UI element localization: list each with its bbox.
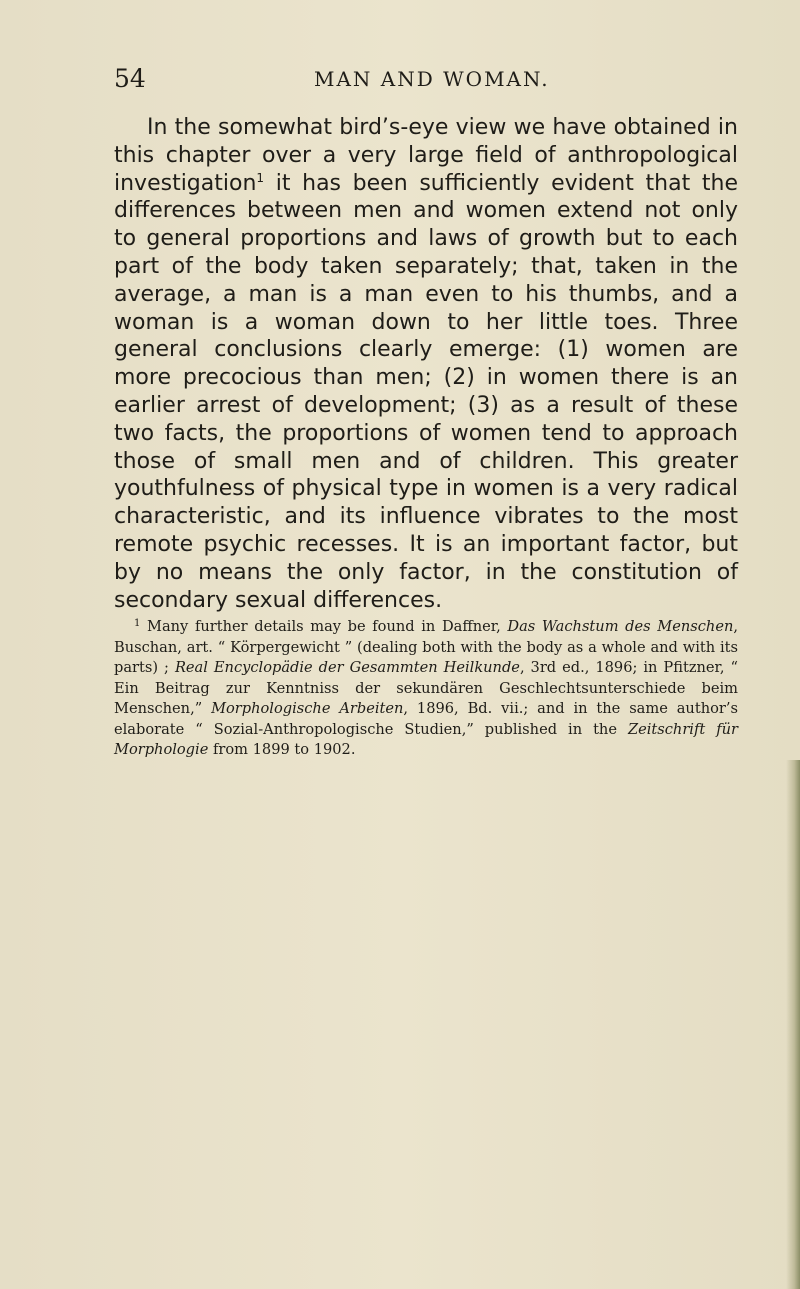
footnote-text-4: , 1896, Bd. vii.; and in the same author’s elaborate “ Sozial-Anthropologische Studien,” published in the: [114, 700, 738, 738]
footnote-reference: 1: [256, 170, 265, 185]
footnote-text-3: , 3rd ed., 1896; in Pfitzner, “ Ein Beitrag zur Kenntniss der sekundären Geschlechtsunterschiede beim Menschen,”: [114, 659, 738, 717]
footnote: [114, 617, 738, 761]
footnote-title-1: Das Wachstum des Menschen: [507, 618, 734, 635]
page-number: 54: [114, 64, 146, 93]
footnote-title-4: Zeitschrift für Morphologie: [114, 720, 738, 758]
footnote-title-3: Morphologische Arbeiten: [211, 700, 404, 717]
footnote-text-5: from 1899 to 1902.: [208, 741, 356, 758]
paragraph-text-rest: it has been sufficiently evident that the differences between men and women extend not only to general proportions and laws of growth but to each part of the body taken separately; that, taken in the average, a man is a man even to his thumbs, and a woman is a woman down to her little toes. Three general conclusions clearly emerge: (1) women are more precocious than men; (2) in women there is an earlier arrest of development; (3) as a result of these two facts, the proportions of women tend to approach those of small men and of children. This greater youthfulness of physical type in women is a very radical characteristic, and its influence vibrates to the most remote psychic recesses. It is an important factor, but by no means the only factor, in the constitution of secondary sexual differences.: [114, 170, 738, 613]
running-head: [114, 60, 674, 100]
footnote-title-2: Real Encyclopädie der Gesammten Heilkunde: [174, 659, 520, 676]
page-edge-shadow: [786, 760, 800, 1289]
paragraph-text-start: In the somewhat bird’s-eye view we have obtained in this chapter over a very large field of anthropological investigation: [114, 115, 738, 196]
footnote-text-2: , Buschan, art. “ Körpergewicht ” (dealing both with the body as a whole and with its parts) ;: [114, 618, 738, 676]
footnote-text-1: Many further details may be found in Daffner,: [140, 618, 508, 635]
running-title: MAN AND WOMAN.: [314, 67, 550, 91]
footnote-marker: 1: [134, 618, 141, 629]
main-paragraph: [114, 114, 738, 614]
